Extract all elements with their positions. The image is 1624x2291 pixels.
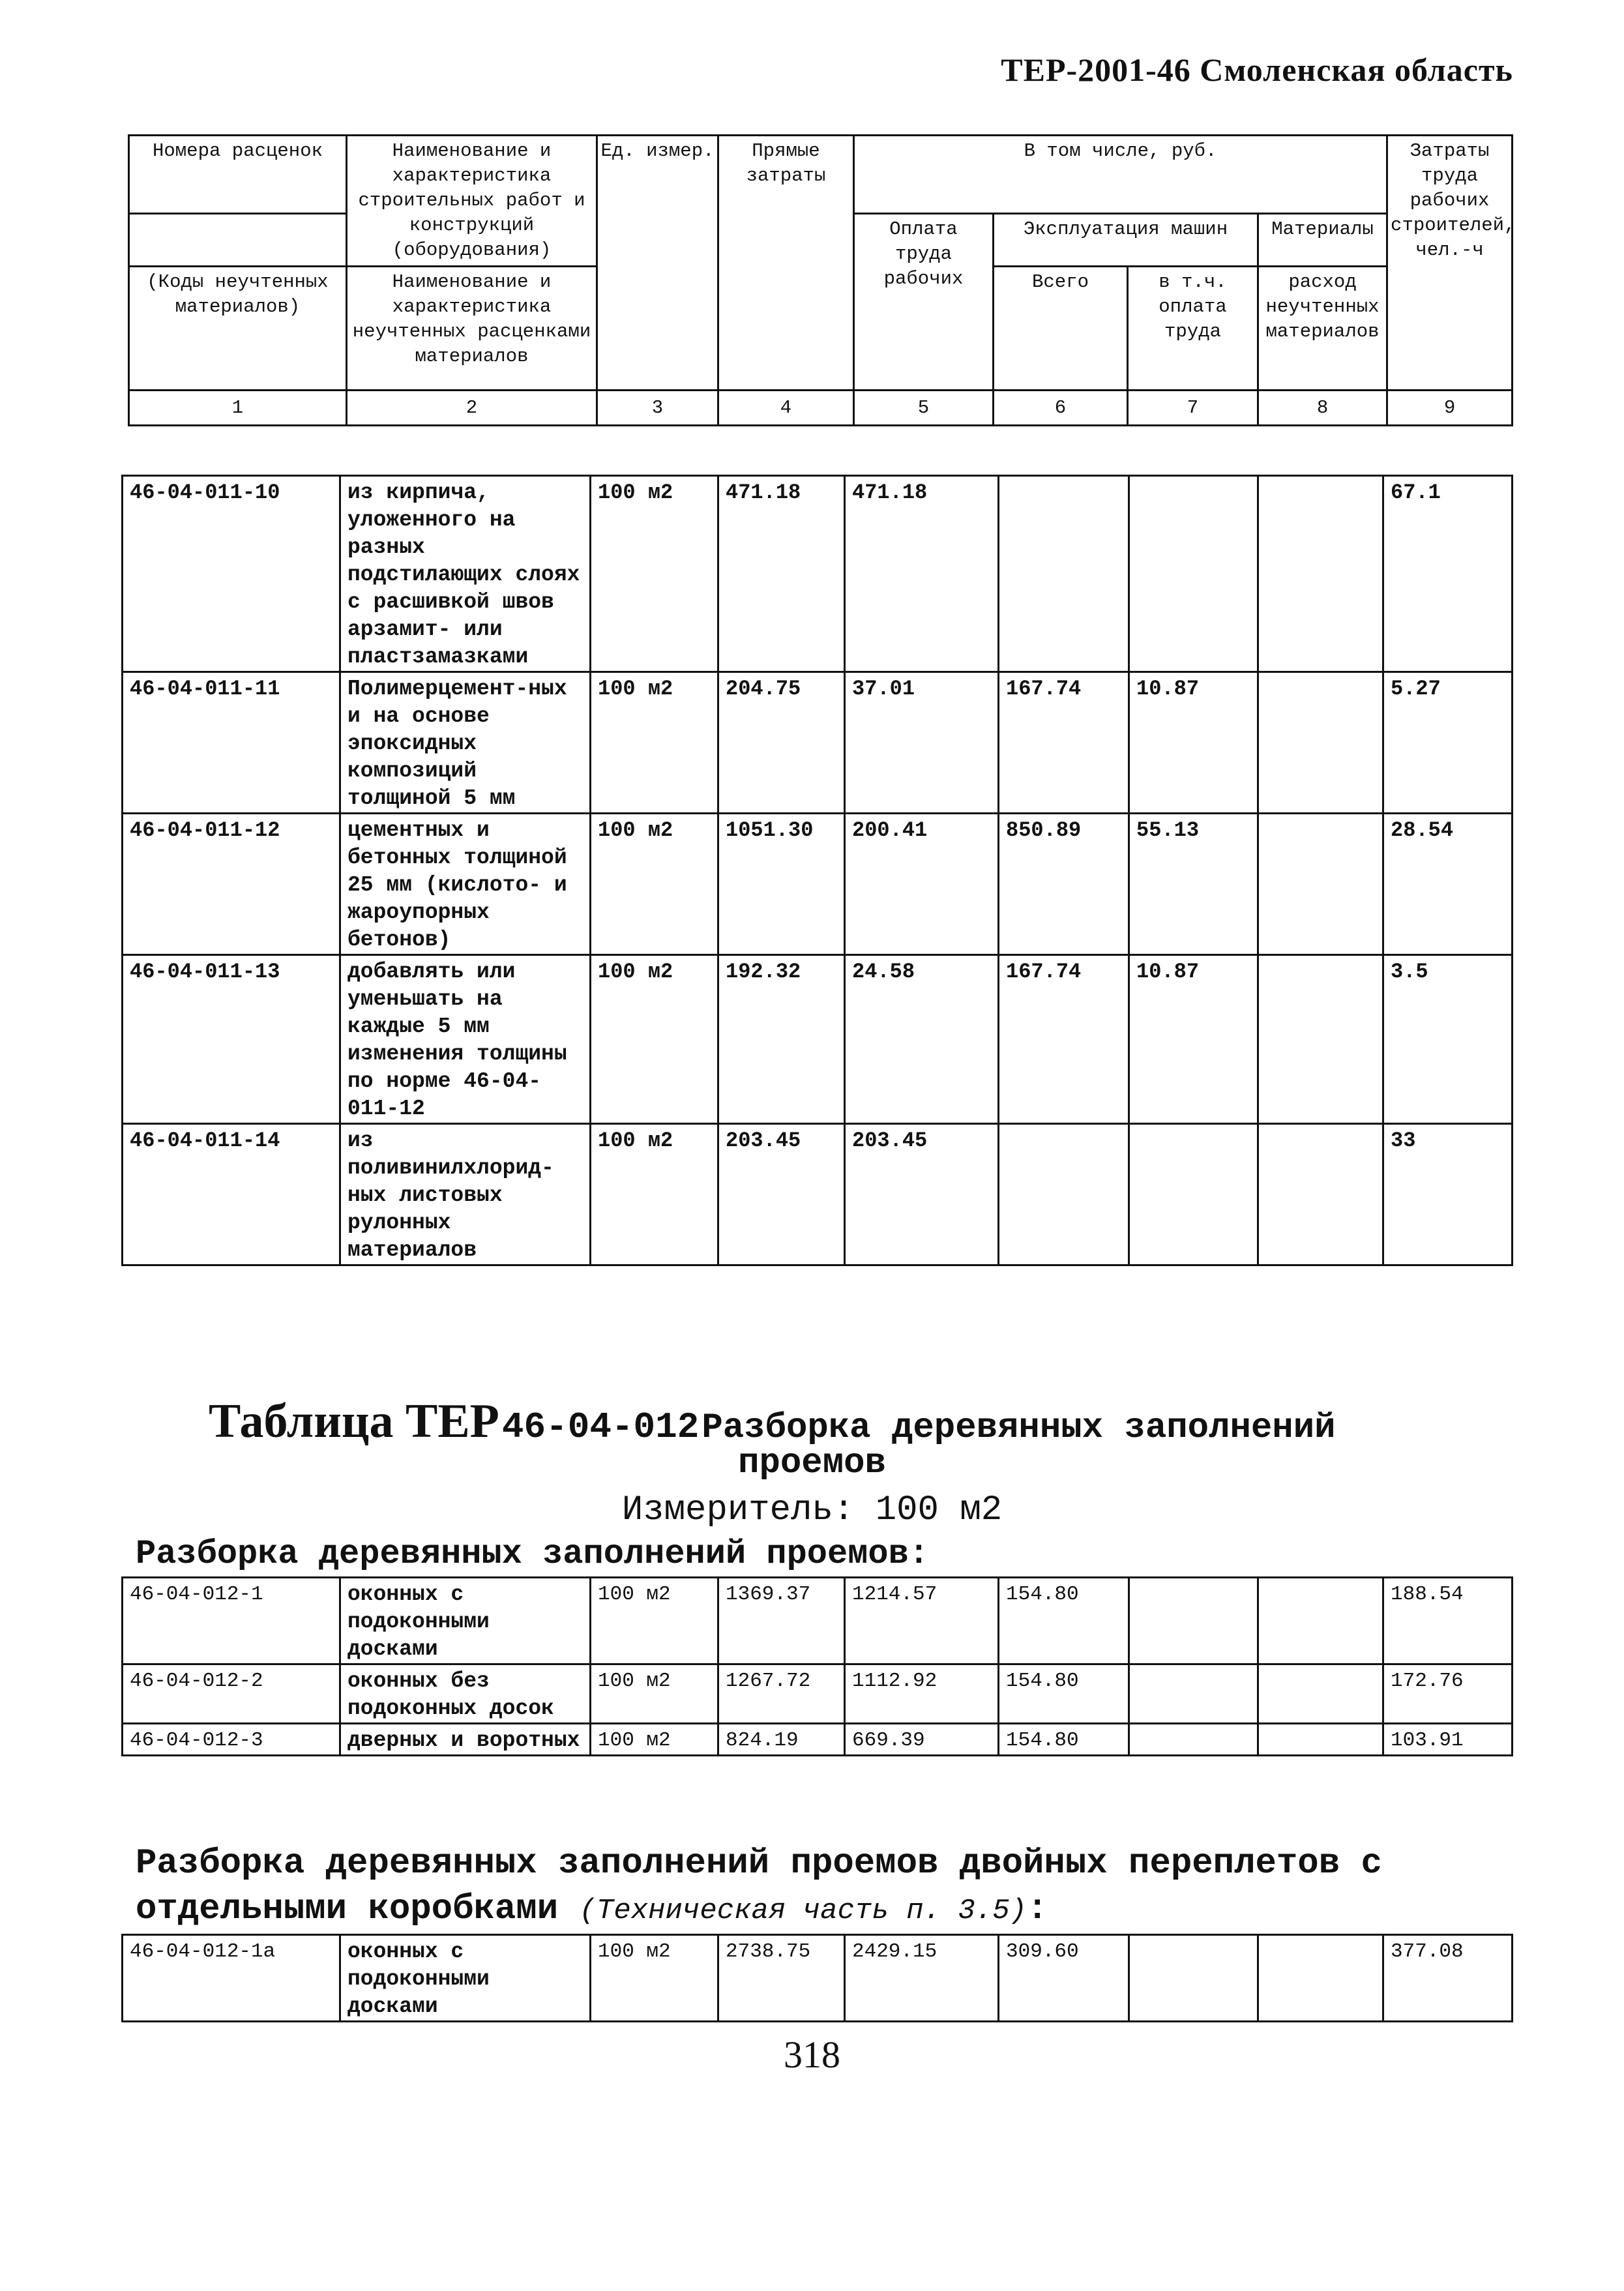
running-head: ТЕР-2001-46 Смоленская область (1001, 52, 1513, 88)
section-title-double-line2: отдельными коробками (136, 1889, 559, 1929)
unit: 100 м2 (591, 955, 718, 1124)
labor-hours: 67.1 (1383, 476, 1513, 672)
unit: 100 м2 (591, 1724, 718, 1756)
table-row (123, 814, 1513, 955)
rate-code: 46-04-012-1a (123, 1935, 340, 2022)
unit: 100 м2 (591, 476, 718, 672)
labor-pay: 37.01 (845, 672, 999, 814)
machines-pay (1129, 1664, 1258, 1724)
labor-pay: 24.58 (845, 955, 999, 1124)
header-number: 9 (1387, 391, 1513, 426)
rate-code: 46-04-011-13 (123, 955, 340, 1124)
header-name: Наименование и характеристика строительных работ и конструкций (оборудования) (347, 136, 597, 267)
header-number: 3 (597, 391, 718, 426)
header-materials-unaccounted: расход неучтенных материалов (1258, 267, 1387, 391)
machines-total (999, 1124, 1129, 1265)
header-materials: Материалы (1258, 214, 1387, 267)
unit: 100 м2 (591, 1935, 718, 2022)
unit: 100 м2 (591, 1578, 718, 1664)
rates-table-012 (121, 1576, 1513, 1756)
page-number: 318 (784, 2033, 840, 2076)
materials (1258, 955, 1383, 1124)
direct-costs: 204.75 (718, 672, 845, 814)
machines-pay (1129, 476, 1258, 672)
header-number: 7 (1128, 391, 1258, 426)
direct-costs: 471.18 (718, 476, 845, 672)
rate-code: 46-04-011-14 (123, 1124, 340, 1265)
header-labor-pay: Оплата труда рабочих (854, 214, 994, 391)
header-codes: Номера расценок (129, 136, 347, 214)
labor-hours: 28.54 (1383, 814, 1513, 955)
table-row (123, 1724, 1513, 1756)
table-row (123, 672, 1513, 814)
direct-costs: 192.32 (718, 955, 845, 1124)
labor-pay: 203.45 (845, 1124, 999, 1265)
section-title: Разборка деревянных заполнений проемов: (136, 1535, 929, 1573)
direct-costs: 1051.30 (718, 814, 845, 955)
section-title-double: Разборка деревянных заполнений проемов двойных переплетов с (136, 1844, 1382, 1884)
machines-total: 850.89 (999, 814, 1129, 955)
header-number: 4 (718, 391, 854, 426)
direct-costs: 1267.72 (718, 1664, 845, 1724)
machines-pay: 55.13 (1129, 814, 1258, 955)
rate-code: 46-04-011-12 (123, 814, 340, 955)
unit: 100 м2 (591, 672, 718, 814)
header-machines-total: Всего (994, 267, 1128, 391)
unit: 100 м2 (591, 1664, 718, 1724)
labor-pay: 1214.57 (845, 1578, 999, 1664)
machines-pay (1129, 1724, 1258, 1756)
header-material-name: Наименование и характеристика неучтенных расценками материалов (347, 267, 597, 391)
work-name: оконных с подоконными досками (340, 1578, 591, 1664)
rates-table-012a (121, 1934, 1513, 2022)
machines-total: 154.80 (999, 1724, 1129, 1756)
labor-hours: 3.5 (1383, 955, 1513, 1124)
materials (1258, 1664, 1383, 1724)
direct-costs: 2738.75 (718, 1935, 845, 2022)
machines-total (999, 476, 1129, 672)
header-material-codes: (Коды неучтенных материалов) (129, 267, 347, 391)
rates-table-011 (121, 475, 1513, 1266)
machines-total: 167.74 (999, 672, 1129, 814)
labor-hours: 103.91 (1383, 1724, 1513, 1756)
work-name: дверных и воротных (340, 1724, 591, 1756)
header-number: 8 (1258, 391, 1387, 426)
header-direct-costs: Прямые затраты (718, 136, 854, 391)
rate-code: 46-04-011-10 (123, 476, 340, 672)
machines-total: 167.74 (999, 955, 1129, 1124)
machines-pay: 10.87 (1129, 955, 1258, 1124)
header-number: 6 (994, 391, 1128, 426)
direct-costs: 1369.37 (718, 1578, 845, 1664)
machines-pay: 10.87 (1129, 672, 1258, 814)
work-name: цементных и бетонных толщиной 25 мм (кислото- и жароупорных бетонов) (340, 814, 591, 955)
machines-total: 154.80 (999, 1664, 1129, 1724)
materials (1258, 1724, 1383, 1756)
rate-code: 46-04-011-11 (123, 672, 340, 814)
materials (1258, 476, 1383, 672)
header-machines: Эксплуатация машин (994, 214, 1258, 267)
table-title-name-cont: проемов (738, 1443, 886, 1483)
header-including: В том числе, руб. (854, 136, 1387, 214)
materials (1258, 672, 1383, 814)
work-name: оконных без подоконных досок (340, 1664, 591, 1724)
materials (1258, 1578, 1383, 1664)
section-colon: : (1027, 1889, 1048, 1929)
direct-costs: 824.19 (718, 1724, 845, 1756)
header-table (128, 134, 1516, 426)
labor-pay: 200.41 (845, 814, 999, 955)
labor-hours: 188.54 (1383, 1578, 1513, 1664)
labor-pay: 1112.92 (845, 1664, 999, 1724)
table-measure: Измеритель: 100 м2 (621, 1490, 1003, 1530)
materials (1258, 1124, 1383, 1265)
table-title-prefix: Таблица ТЕР (209, 1395, 499, 1448)
header-number: 5 (854, 391, 994, 426)
labor-hours: 33 (1383, 1124, 1513, 1265)
header-number: 1 (129, 391, 347, 426)
table-title-name: Разборка деревянных заполнений (701, 1408, 1336, 1448)
header-machines-pay: в т.ч. оплата труда (1128, 267, 1258, 391)
machines-total: 309.60 (999, 1935, 1129, 2022)
machines-pay (1129, 1578, 1258, 1664)
table-title (209, 1394, 1513, 1449)
table-row (123, 1664, 1513, 1724)
machines-total: 154.80 (999, 1578, 1129, 1664)
labor-hours: 172.76 (1383, 1664, 1513, 1724)
table-title-code: 46-04-012 (501, 1406, 700, 1448)
table-row (123, 476, 1513, 672)
work-name: оконных с подоконными досками (340, 1935, 591, 2022)
section-title-double-cont (136, 1889, 1048, 1929)
direct-costs: 203.45 (718, 1124, 845, 1265)
work-name: Полимерцемент-ных и на основе эпоксидных композиций толщиной 5 мм (340, 672, 591, 814)
labor-pay: 471.18 (845, 476, 999, 672)
table-row (123, 1124, 1513, 1265)
work-name: добавлять или уменьшать на каждые 5 мм изменения толщины по норме 46-04-011-12 (340, 955, 591, 1124)
labor-hours: 5.27 (1383, 672, 1513, 814)
technical-note: (Техническая часть п. 3.5) (579, 1895, 1027, 1927)
labor-pay: 669.39 (845, 1724, 999, 1756)
header-number: 2 (347, 391, 597, 426)
labor-hours: 377.08 (1383, 1935, 1513, 2022)
rate-code: 46-04-012-2 (123, 1664, 340, 1724)
unit: 100 м2 (591, 1124, 718, 1265)
materials (1258, 1935, 1383, 2022)
table-row (123, 955, 1513, 1124)
header-labor: Затраты труда рабочих строителей, чел.-ч (1387, 136, 1513, 391)
machines-pay (1129, 1935, 1258, 2022)
machines-pay (1129, 1124, 1258, 1265)
unit: 100 м2 (591, 814, 718, 955)
rate-code: 46-04-012-1 (123, 1578, 340, 1664)
table-row (123, 1935, 1513, 2022)
work-name: из поливинилхлорид-ных листовых рулонных материалов (340, 1124, 591, 1265)
materials (1258, 814, 1383, 955)
table-row (123, 1578, 1513, 1664)
labor-pay: 2429.15 (845, 1935, 999, 2022)
header-codes-spacer (129, 214, 347, 267)
header-unit: Ед. измер. (597, 136, 718, 391)
work-name: из кирпича, уложенного на разных подстилающих слоях с расшивкой швов арзамит- или пластзамазками (340, 476, 591, 672)
rate-code: 46-04-012-3 (123, 1724, 340, 1756)
